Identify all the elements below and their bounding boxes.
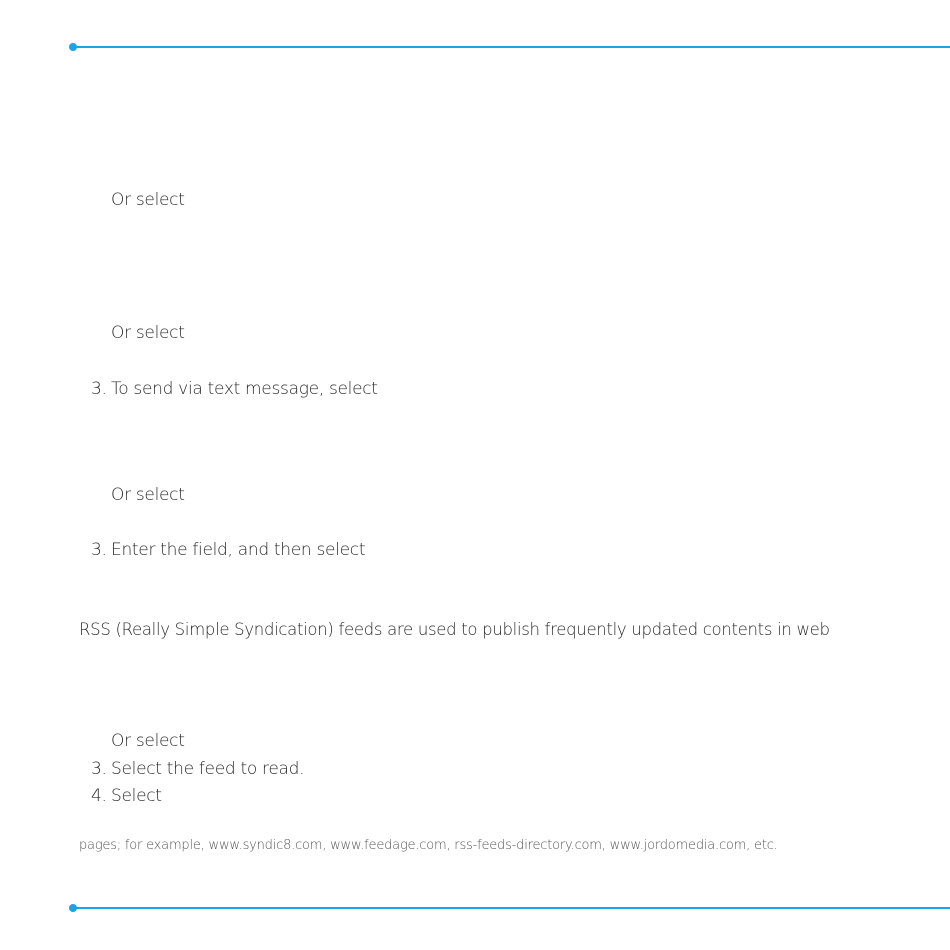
step-number: 3. bbox=[91, 759, 107, 779]
rss-footnote: pages; for example, www.syndic8.com, www.feedage.com, rss-feeds-directory.com, www.jordomedia.com, etc. bbox=[79, 838, 778, 853]
step-select-feed bbox=[91, 759, 304, 779]
top-divider bbox=[73, 46, 950, 48]
or-select-line: Or select bbox=[111, 323, 185, 343]
or-select-line: Or select bbox=[111, 485, 185, 505]
step-number: 3. bbox=[91, 540, 107, 560]
divider-dot-icon bbox=[69, 904, 77, 912]
step-select bbox=[91, 786, 162, 806]
step-text: Enter the field, and then select bbox=[111, 540, 366, 560]
step-number: 4. bbox=[91, 786, 107, 806]
divider-dot-icon bbox=[69, 43, 77, 51]
step-number: 3. bbox=[91, 379, 107, 399]
step-text: To send via text message, select bbox=[111, 379, 378, 399]
step-enter-field bbox=[91, 540, 365, 560]
bottom-divider bbox=[73, 907, 950, 909]
or-select-line: Or select bbox=[111, 190, 185, 210]
or-select-line: Or select bbox=[111, 731, 185, 751]
rss-intro-paragraph: RSS (Really Simple Syndication) feeds are used to publish frequently updated contents in web bbox=[79, 620, 830, 639]
step-text: Select the feed to read. bbox=[111, 759, 305, 779]
step-text: Select bbox=[111, 786, 162, 806]
step-send-sms bbox=[91, 379, 378, 399]
